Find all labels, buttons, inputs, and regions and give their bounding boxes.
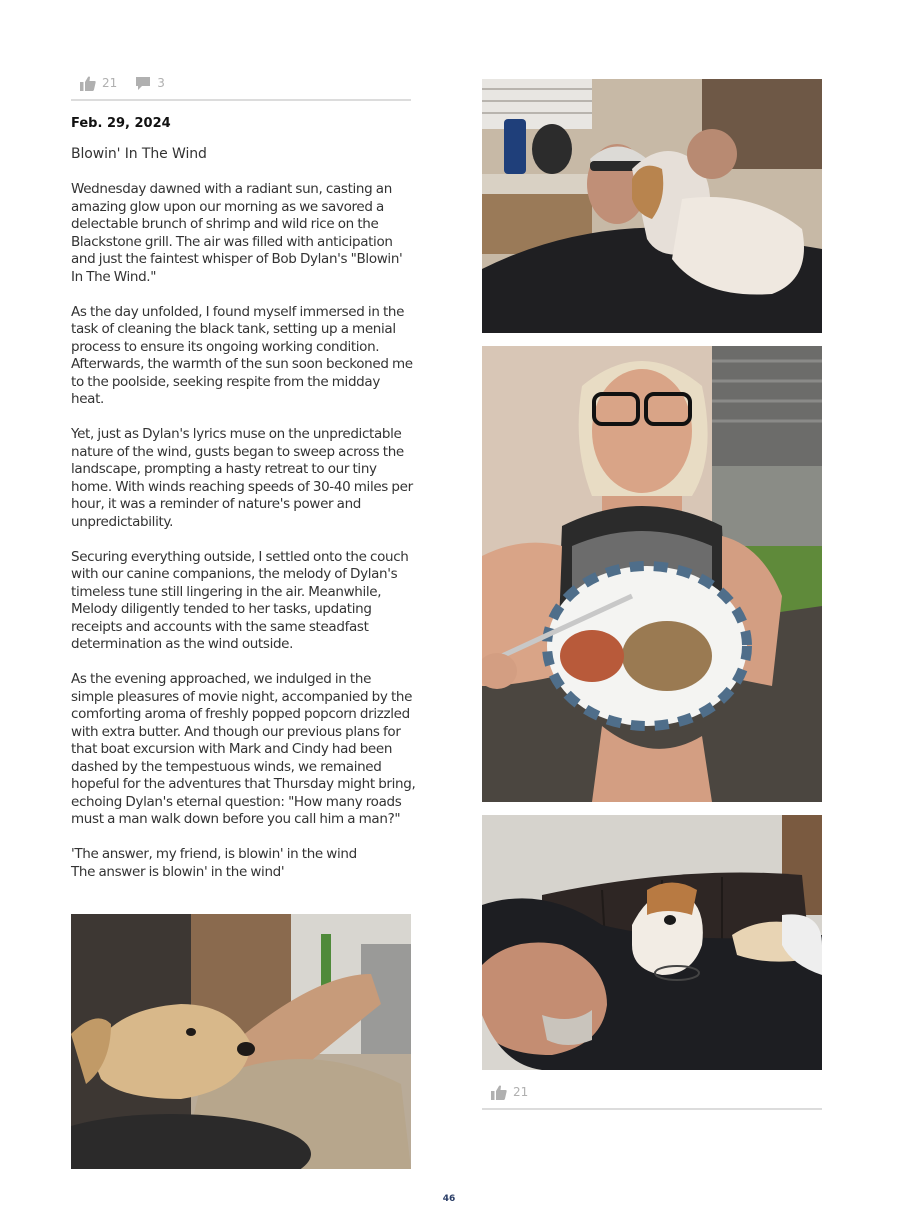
post-paragraph: As the day unfolded, I found myself immersed in the task of cleaning the black tank, setting up a menial process to ensure its ongoing working condition. Afterwards, the warmth of the sun soon beckoned me to the poolside, seeking respite from the midday heat. [71,303,413,407]
thumbs-up-icon [491,1085,507,1100]
post-paragraph: As the evening approached, we indulged in the simple pleasures of movie night, accompanied by the comforting aroma of freshly popped popcorn drizzled with extra butter. And though our previous plans for that boat excursion with Mark and Cindy had been dashed by the tempestuous winds, we remained hopeful for the adventures that Thursday might bring, echoing Dylan's eternal question: "How many roads must a man walk down before you call him a man?" [71,671,416,827]
photo-dog-on-lap [71,914,411,1169]
post-date: Feb. 29, 2024 [71,116,171,131]
post-stats [80,73,183,93]
thumbs-up-icon [80,76,96,91]
lyric-line: 'The answer, my friend, is blowin' in the wind [71,846,357,862]
comment-stat[interactable] [135,76,165,91]
like-stat[interactable] [80,76,117,91]
post-paragraph: Yet, just as Dylan's lyrics muse on the unpredictable nature of the wind, gusts began to sweep across the landscape, prompting a hasty retreat to our tiny home. With winds reaching speeds of 30-40 miles per hour, it was a reminder of nature's power and unpredictability. [71,426,413,530]
post-title: Blowin' In The Wind [71,146,207,162]
photo-man-with-dog [482,79,822,333]
post-paragraph: Securing everything outside, I settled onto the couch with our canine companions, the melody of Dylan's timeless tune still lingering in the air. Meanwhile, Melody diligently tended to her tasks, updating receipts and accounts with the same steadfast determination as the wind outside. [71,548,409,652]
photo-post-stats [491,1082,546,1102]
photo-like-stat[interactable] [491,1085,528,1100]
photo-like-count: 21 [513,1085,529,1099]
like-count: 21 [102,76,118,90]
post-body [71,181,416,881]
comment-bubble-icon [135,76,151,91]
lyric-line: The answer is blowin' in the wind' [71,863,285,880]
photo-man-on-couch-with-dogs [482,815,822,1070]
comment-count: 3 [157,76,165,90]
photo-woman-with-plate [482,346,822,802]
post-paragraph: Wednesday dawned with a radiant sun, casting an amazing glow upon our morning as we savored a delectable brunch of shrimp and wild rice on the Blackstone grill. The air was filled with anticipation and just the faintest whisper of Bob Dylan's "Blowin' In The Wind." [71,181,403,285]
page-number: 46 [442,1194,456,1204]
post-stats-divider [71,99,411,101]
photo-post-stats-divider [482,1108,822,1110]
